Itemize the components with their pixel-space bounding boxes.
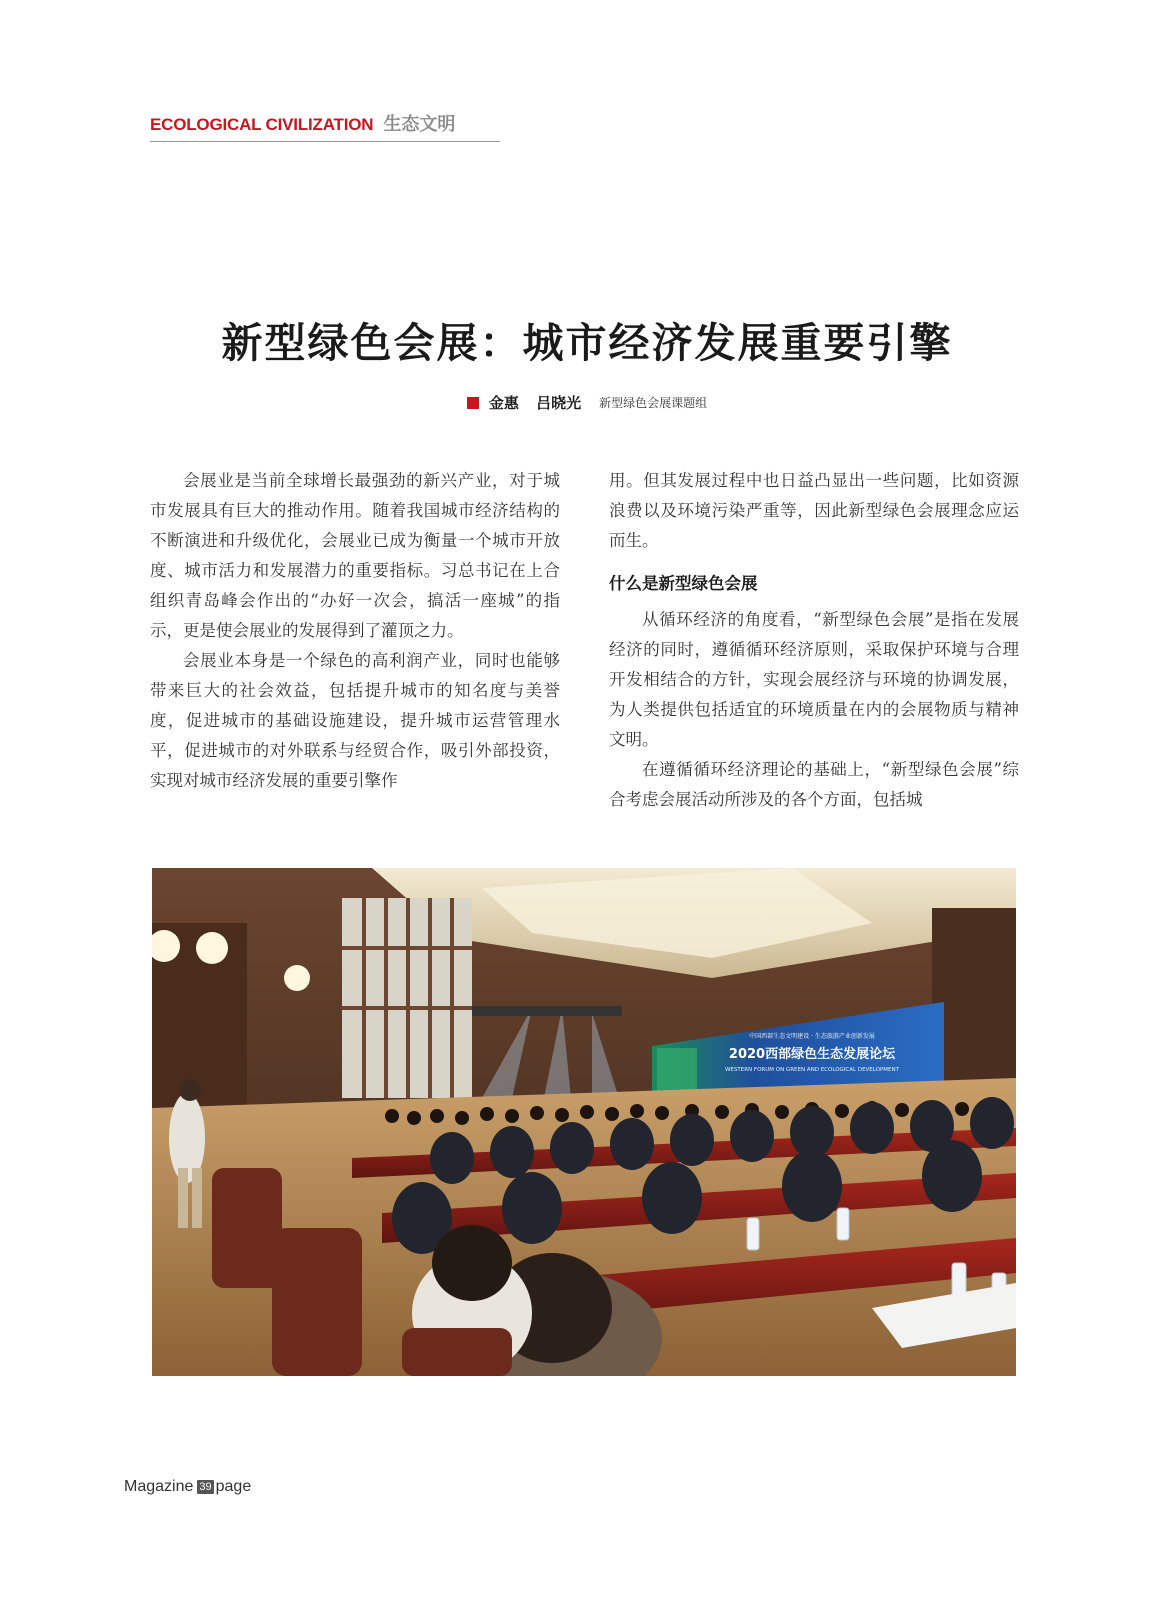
conference-scene xyxy=(152,868,1016,1376)
screen-subtitle: 中国西部生态文明建设 · 生态旅游产业创新发展 xyxy=(749,1033,875,1040)
page-number: 39 xyxy=(199,1481,212,1493)
section-label-en: ECOLOGICAL CIVILIZATION xyxy=(150,115,374,134)
screen-english: WESTERN FORUM ON GREEN AND ECOLOGICAL DEVELOPMENT xyxy=(724,1067,900,1073)
footer-suffix: page xyxy=(215,1478,252,1495)
red-square-icon xyxy=(467,397,479,409)
screen-title: 2020西部绿色生态发展论坛 xyxy=(728,1047,896,1062)
left-column xyxy=(150,466,560,796)
page-footer xyxy=(124,1478,251,1496)
section-rule xyxy=(150,141,500,142)
footer-prefix: Magazine xyxy=(124,1478,194,1495)
article-title: 新型绿色会展：城市经济发展重要引擎 xyxy=(221,319,953,367)
paragraph: 用。但其发展过程中也日益凸显出一些问题，比如资源浪费以及环境污染严重等，因此新型绿色会展理念应运而生。 xyxy=(609,471,1019,550)
section-header xyxy=(150,110,500,142)
byline-authors: 金惠 吕晓光 xyxy=(488,394,582,412)
section-label-cn: 生态文明 xyxy=(383,114,456,135)
right-column xyxy=(609,466,1019,815)
byline-affiliation: 新型绿色会展课题组 xyxy=(599,396,708,410)
paragraph: 在遵循循环经济理论的基础上，“新型绿色会展”综合考虑会展活动所涉及的各个方面，包括城 xyxy=(609,760,1019,809)
byline xyxy=(0,392,1174,413)
section-heading: 什么是新型绿色会展 xyxy=(609,574,758,593)
paragraph: 从循环经济的角度看，“新型绿色会展”是指在发展经济的同时，遵循循环经济原则，采取保护环境与合理开发相结合的方针，实现会展经济与环境的协调发展，为人类提供包括适宜的环境质量在内的会展物质与精神文明。 xyxy=(609,610,1019,749)
conference-photo xyxy=(152,868,1016,1376)
paragraph: 会展业是当前全球增长最强劲的新兴产业，对于城市发展具有巨大的推动作用。随着我国城市经济结构的不断演进和升级优化，会展业已成为衡量一个城市开放度、城市活力和发展潜力的重要指标。习总书记在上合组织青岛峰会作出的“办好一次会，搞活一座城”的指示，更是使会展业的发展得到了灌顶之力。 xyxy=(150,471,560,640)
paragraph: 会展业本身是一个绿色的高利润产业，同时也能够带来巨大的社会效益，包括提升城市的知名度与美誉度，促进城市的基础设施建设，提升城市运营管理水平，促进城市的对外联系与经贸合作，吸引外部投资，实现对城市经济发展的重要引擎作 xyxy=(150,651,560,790)
